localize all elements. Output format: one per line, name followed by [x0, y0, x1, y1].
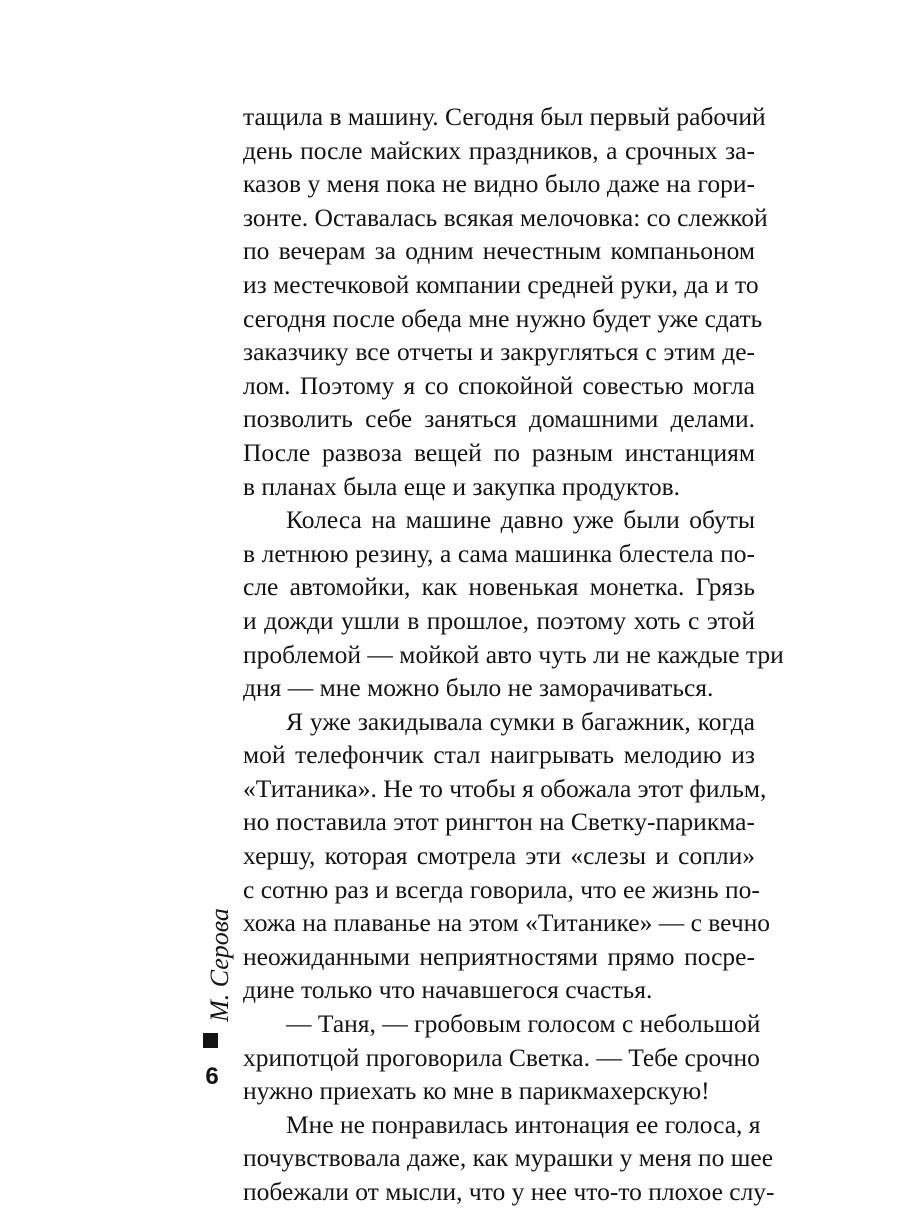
- text-line: из местечковой компании средней руки, да и то: [243, 269, 759, 299]
- text-line: нужно приехать ко мне в парикмахерскую!: [243, 1076, 710, 1106]
- page-number: 6: [205, 1063, 219, 1090]
- text-line: и дожди ушли в прошлое, поэтому хоть с этой: [243, 605, 755, 635]
- text-line: с сотню раз и всегда говорила, что ее жизнь по-: [243, 874, 760, 904]
- text-line: дине только что начавшегося счастья.: [243, 975, 653, 1005]
- square-marker-icon: [203, 1033, 218, 1048]
- text-line: казов у меня пока не видно было даже на гори-: [243, 169, 755, 199]
- text-line: но поставила этот рингтон на Светку-парикма-: [243, 807, 755, 837]
- text-line: После развоза вещей по разным инстанциям: [243, 437, 755, 467]
- text-line: по вечерам за одним нечестным компаньоном: [243, 236, 755, 266]
- text-line: Колеса на машине давно уже были обуты: [286, 505, 755, 535]
- text-line: почувствовала даже, как мурашки у меня по шее: [243, 1143, 774, 1173]
- text-line: заказчику все отчеты и закругляться с этим де-: [243, 337, 755, 367]
- author-name: М. Серова: [205, 908, 234, 1022]
- text-line: позволить себе заняться домашними делами.: [243, 404, 755, 434]
- text-line: неожиданными неприятностями прямо посре-: [243, 941, 755, 971]
- text-line: Мне не понравилась интонация ее голоса, я: [286, 1109, 761, 1139]
- text-line: «Титаника». Не то чтобы я обожала этот фильм,: [243, 773, 767, 803]
- text-line: лом. Поэтому я со спокойной совестью могла: [243, 370, 755, 400]
- text-line: сегодня после обеда мне нужно будет уже сдать: [243, 303, 763, 333]
- text-line: в летнюю резину, а сама машинка блестела по-: [243, 538, 755, 568]
- text-line: — Таня, — гробовым голосом с небольшой: [286, 1009, 761, 1039]
- text-line: в планах была еще и закупка продуктов.: [243, 471, 681, 501]
- text-line: хершу, которая смотрела эти «слезы и сопли»: [243, 841, 755, 871]
- running-head: [196, 905, 244, 1025]
- body-text: [243, 100, 784, 1209]
- text-line: тащила в машину. Сегодня был первый рабочий: [243, 102, 766, 131]
- text-line: зонте. Оставалась всякая мелочовка: со слежкой: [243, 202, 768, 232]
- text-line: дня — мне можно было не заморачиваться.: [243, 673, 714, 703]
- text-line: день после майских праздников, а срочных за-: [243, 135, 755, 165]
- text-line: мой телефончик стал наигрывать мелодию из: [243, 740, 755, 770]
- text-line: сле автомойки, как новенькая монетка. Грязь: [243, 572, 755, 602]
- text-line: Я уже закидывала сумки в багажник, когда: [286, 706, 755, 736]
- text-line: побежали от мысли, что у нее что-то плохое слу-: [243, 1177, 775, 1206]
- text-line: хожа на плаванье на этом «Титанике» — с вечно: [243, 908, 771, 938]
- text-line: проблемой — мойкой авто чуть ли не каждые три: [243, 639, 784, 669]
- text-line: хрипотцой проговорила Светка. — Тебе срочно: [243, 1042, 760, 1072]
